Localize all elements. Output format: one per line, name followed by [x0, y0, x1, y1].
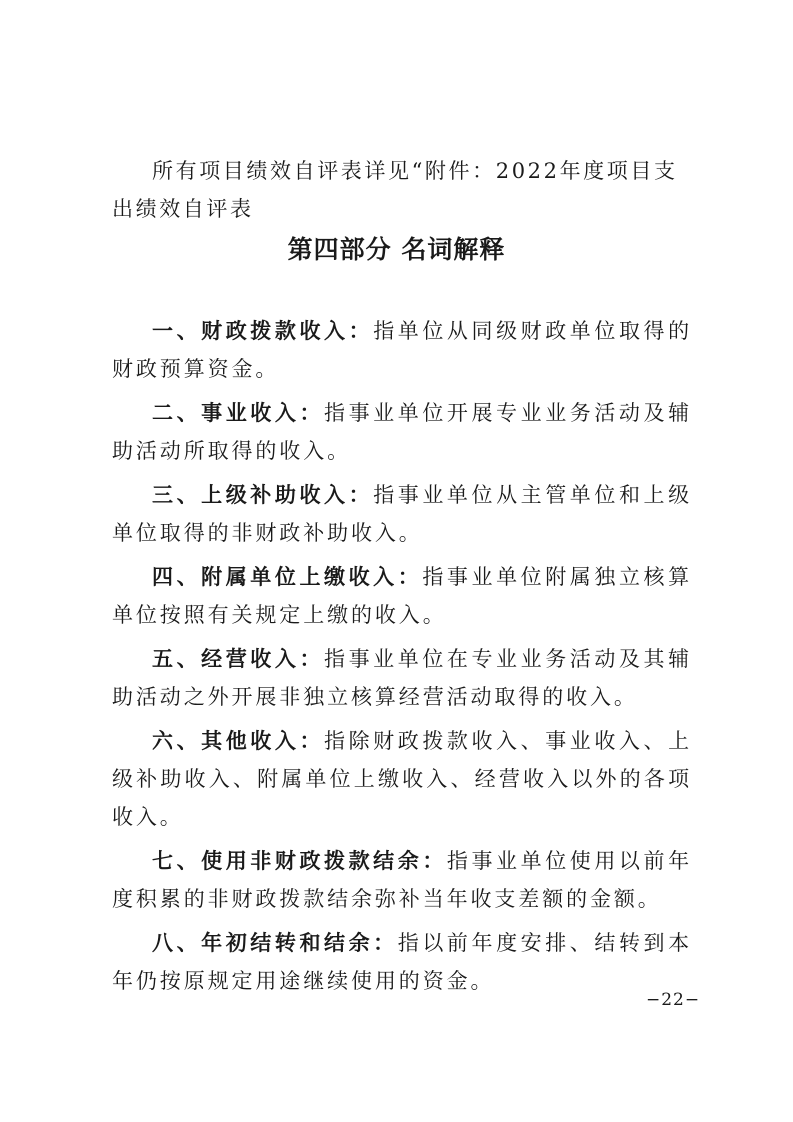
term-text: 指事业单位在专业业务活动及其辅助活动之外开展非独立核算经营活动取得的收入。: [112, 647, 692, 709]
intro-paragraph: 所有项目绩效自评表详见“附件：2022年度项目支出绩效自评表: [112, 159, 678, 221]
section-heading: 第四部分 名词解释: [287, 235, 506, 264]
term-text: 指单位从同级财政单位取得的财政预算资金。: [112, 319, 692, 381]
term-definition: [112, 640, 692, 716]
term-definition: [112, 842, 692, 918]
term-label: 六、其他收入：: [152, 729, 325, 753]
term-label: 一、财政拨款收入：: [152, 319, 374, 343]
term-text: 指事业单位附属独立核算单位按照有关规定上缴的收入。: [112, 565, 692, 627]
term-text: 指事业单位使用以前年度积累的非财政拨款结余弥补当年收支差额的金额。: [112, 849, 692, 911]
term-text: 指事业单位从主管单位和上级单位取得的非财政补助收入。: [112, 483, 692, 545]
page-number: −22−: [646, 990, 701, 1010]
term-definition: [112, 476, 692, 552]
term-label: 七、使用非财政拨款结余：: [152, 849, 447, 873]
term-text: 指除财政拨款收入、事业收入、上级补助收入、附属单位上缴收入、经营收入以外的各项收入。: [112, 729, 692, 829]
term-text: 指事业单位开展专业业务活动及辅助活动所取得的收入。: [112, 401, 692, 463]
term-definition: [112, 312, 692, 388]
term-definition-list: [112, 312, 692, 1006]
term-label: 四、附属单位上缴收入：: [152, 565, 423, 589]
term-definition: [112, 722, 692, 836]
term-definition: [112, 924, 692, 1000]
term-label: 五、经营收入：: [152, 647, 325, 671]
term-label: 三、上级补助收入：: [152, 483, 374, 507]
term-label: 二、事业收入：: [152, 401, 325, 425]
term-text: 指以前年度安排、结转到本年仍按原规定用途继续使用的资金。: [112, 931, 692, 993]
term-label: 八、年初结转和结余：: [152, 931, 398, 955]
term-definition: [112, 558, 692, 634]
term-definition: [112, 394, 692, 470]
